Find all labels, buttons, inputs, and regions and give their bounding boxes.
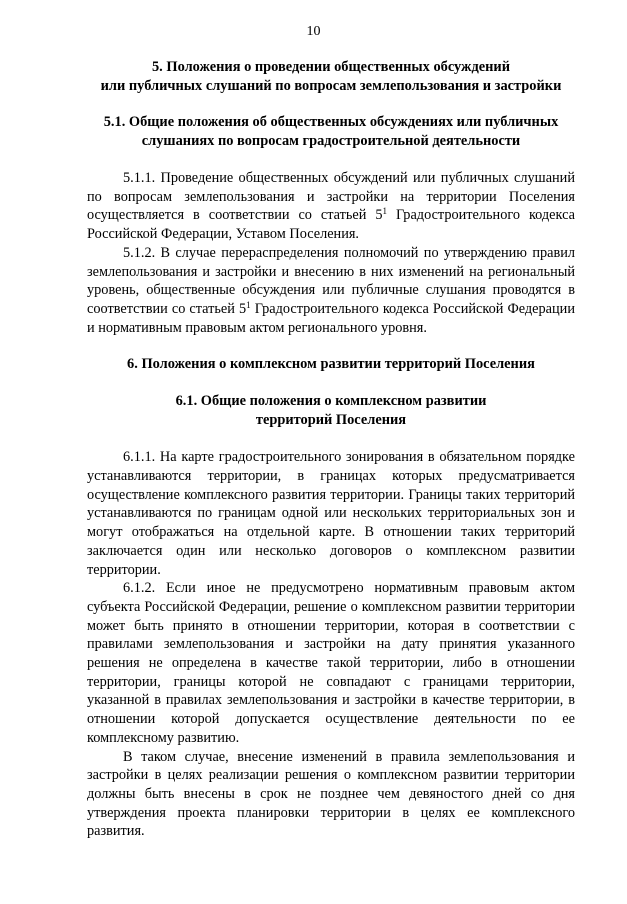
page-number: 10 [306,24,321,39]
paragraph-5-1-2-text: 5.1.2. В случае перераспределения полномочий по утверждению правил землепользования и застройки и внесению в них изменений на региональный уровень, общественные обсуждения или публичные слушания проводятся в соответствии со статьей 5 [87,244,575,317]
superscript-1: 1 [246,299,251,310]
section-5-heading [87,58,575,96]
section-5-1-heading-line1: 5.1. Общие положения об общественных обсуждениях или публичных [103,114,559,130]
section-6-1-heading-line2: территорий Поселения [255,412,407,429]
section-6-1-heading [87,392,575,430]
paragraph-6-1-2: 6.1.2. Если иное не предусмотрено нормативным правовым актом субъекта Российской Федерации, решение о комплексном развитии территории может быть принято в отношении территории, которая в соответствии с правилами землепользования и застройки на дату принятия указанного решения не определена в качестве такой территории, либо в отношении территории, границы которой не совпадают с границами территории, указанной в правилах землепользования и застройки в качестве территории, в отношении которой допускается осуществление деятельности по ее комплексному развитию. [87,580,575,746]
section-5-heading-line2: или публичных слушаний по вопросам землепользования и застройки [100,78,562,94]
paragraph-5-1-1 [87,169,575,244]
section-5-heading-line1: 5. Положения о проведении общественных обсуждений [151,59,511,75]
paragraph-5-1-1-text: 5.1.1. Проведение общественных обсуждений или публичных слушаний по вопросам землепользования и застройки на территории Поселения осуществляется в соответствии со статьей 5 [87,170,575,224]
paragraph-5-1-2-text-end: Градостроительного кодекса Российской Федерации и нормативным правовым актом регионального уровня. [87,300,575,336]
section-5-1-heading-line2: слушаниях по вопросам градостроительной деятельности [141,133,521,149]
paragraph-6-1-1: 6.1.1. На карте градостроительного зонирования в обязательном порядке устанавливаются территории, в границах которых предусматривается осуществление комплексного развития территории. Границы таких территорий устанавливаются по границам одной или нескольких территориальных зон и могут отображаться на отдельной карте. В отношении таких территорий заключается один или несколько договоров о комплексном развитии территории. [87,449,575,578]
paragraph-5-1-2 [87,244,575,338]
section-6-1-heading-line1: 6.1. Общие положения о комплексном развитии [175,393,487,410]
superscript-1: 1 [382,206,387,217]
section-6-heading: 6. Положения о комплексном развитии территорий Поселения [127,356,535,373]
paragraph-5-1-1-text-end: Градостроительного кодекса Российской Федерации, Уставом Поселения. [87,207,575,243]
section-5-1-heading [87,113,575,151]
page-content [87,58,575,841]
paragraph-6-1-2-continuation: В таком случае, внесение изменений в правила землепользования и застройки в целях реализации решения о комплексном развитии территории должны быть внесены в срок не позднее чем девяностого дней со дня утверждения проекта планировки территории в целях ее комплексного развития. [87,748,575,840]
